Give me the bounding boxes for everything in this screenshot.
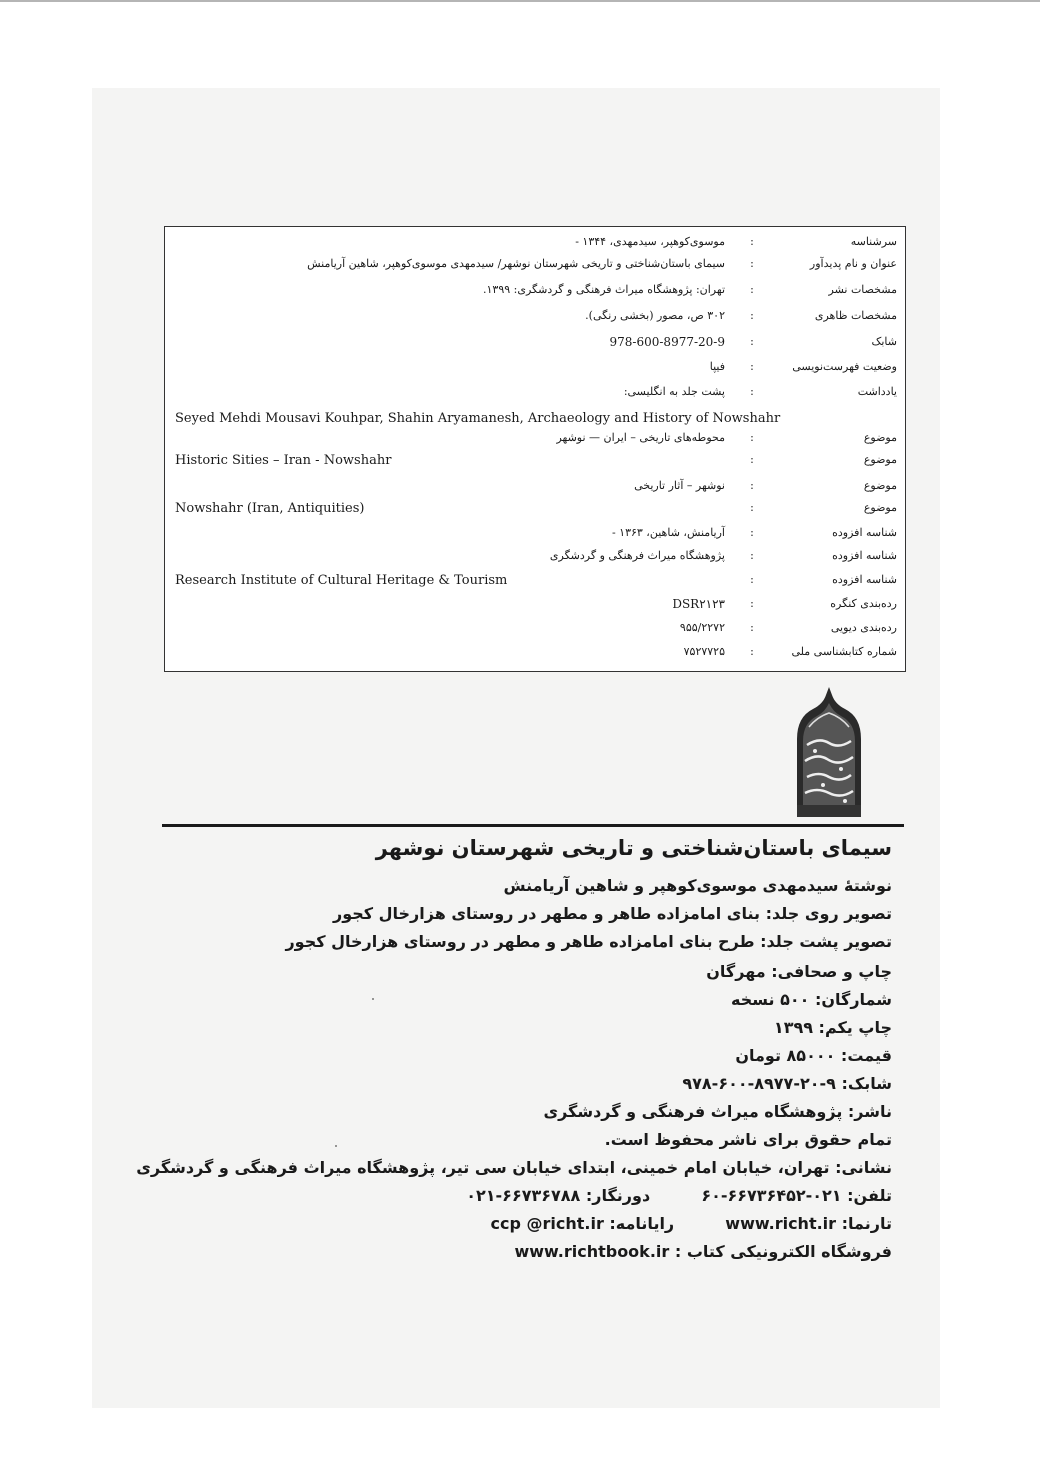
cip-value: محوطه‌های تاریخی – ایران — نوشهر [556, 431, 725, 444]
phone-number: ۶۰-۶۶۷۳۶۴۵۲-۰۲۱ [701, 1186, 842, 1205]
cip-english-text: Seyed Mehdi Mousavi Kouhpar, Shahin Aryamanesh, Archaeology and History of Nowshahr [175, 411, 781, 426]
cip-value: نوشهر – آثار تاریخی [634, 479, 725, 492]
cip-row [165, 573, 905, 595]
top-border [0, 0, 1040, 2]
shop-link[interactable]: www.richtbook.ir [514, 1242, 670, 1261]
cip-label: شماره کتابشناسی ملی [791, 645, 897, 658]
cip-colon: : [750, 501, 754, 514]
cip-label: موضوع [863, 501, 897, 514]
cip-colon: : [750, 283, 754, 296]
cip-row [165, 257, 905, 279]
contact-phone-line [466, 1186, 892, 1205]
cip-label: شناسه افزوده [832, 549, 897, 562]
cip-colon: : [750, 453, 754, 466]
cip-row [165, 479, 905, 501]
cataloging-in-publication-box [164, 226, 906, 672]
cip-label: یادداشت [857, 385, 897, 398]
cip-label: مشخصات ظاهری [814, 309, 897, 322]
cip-label: رده‌بندی کنگره [830, 597, 897, 610]
email-label: رایانامه: [609, 1214, 675, 1233]
cip-colon: : [750, 549, 754, 562]
cip-colon: : [750, 309, 754, 322]
cip-row [165, 283, 905, 305]
cip-row [165, 645, 905, 667]
cip-row [165, 385, 905, 407]
cip-label: عنوان و نام پدیدآور [809, 257, 897, 270]
email-link[interactable]: ccp @richt.ir [490, 1214, 604, 1233]
website-link[interactable]: www.richt.ir [725, 1214, 837, 1233]
cip-label: موضوع [863, 431, 897, 444]
cip-colon: : [750, 335, 754, 348]
cip-value: DSR۲۱۲۳ [672, 597, 725, 611]
publisher: ناشر: پژوهشگاه میراث فرهنگی و گردشگری [543, 1102, 892, 1121]
cip-label: وضعیت فهرست‌نویسی [792, 360, 897, 373]
cip-row [165, 549, 905, 571]
shop-label: فروشگاه الکترونیکی کتاب : [674, 1242, 892, 1261]
cip-row [165, 309, 905, 331]
cip-colon: : [750, 385, 754, 398]
printing: چاپ و صحافی: مهرگان [706, 962, 892, 981]
edition: چاپ یکم: ۱۳۹۹ [773, 1018, 892, 1037]
cip-colon: : [750, 621, 754, 634]
shop-line [514, 1242, 892, 1261]
cip-label: شابک [871, 335, 897, 348]
contact-web-line [490, 1214, 892, 1233]
separator-rule [162, 824, 904, 827]
cip-colon: : [750, 479, 754, 492]
cip-value: سیمای باستان‌شناختی و تاریخی شهرستان نوشهر/ سیدمهدی موسوی‌کوهپر، شاهین آریامنش [307, 257, 725, 270]
web-label: تارنما: [841, 1214, 892, 1233]
circulation: شمارگان: ۵۰۰ نسخه [730, 990, 892, 1009]
cip-value: ۳۰۲ ص، مصور (بخشی رنگی). [585, 309, 725, 322]
fax-label: دورنگار: [585, 1186, 651, 1205]
book-title: سیمای باستان‌شناختی و تاریخی شهرستان نوشهر [375, 836, 892, 860]
fax-number: ۰۲۱-۶۶۷۳۶۷۸۸ [466, 1186, 581, 1205]
cip-colon: : [750, 573, 754, 586]
cip-colon: : [750, 431, 754, 444]
authors: نوشتهٔ سیدمهدی موسوی‌کوهپر و شاهین آریامنش [503, 876, 892, 895]
cip-value: پشت جلد به انگلیسی: [623, 385, 725, 398]
cip-colon: : [750, 257, 754, 270]
cip-label: مشخصات نشر [828, 283, 897, 296]
cip-colon: : [750, 645, 754, 658]
phone-label: تلفن: [847, 1186, 892, 1205]
cip-english-text: Research Institute of Cultural Heritage & Tourism [175, 573, 508, 588]
cip-row [165, 431, 905, 453]
scan-speck [372, 998, 374, 1000]
rights: تمام حقوق برای ناشر محفوظ است. [604, 1130, 892, 1149]
cip-colon: : [750, 526, 754, 539]
address: نشانی: تهران، خیابان امام خمینی، ابتدای خیابان سی تیر، پژوهشگاه میراث فرهنگی و گردشگری [136, 1158, 892, 1177]
cip-row [165, 526, 905, 548]
cip-row [165, 453, 905, 475]
cip-english-text: Nowshahr (Iran, Antiquities) [175, 501, 365, 516]
cip-english-text: Historic Sities – Iran - Nowshahr [175, 453, 392, 468]
cip-label: موضوع [863, 453, 897, 466]
cip-value: 978-600-8977-20-9 [609, 335, 725, 349]
price: قیمت: ۸۵۰۰۰ تومان [735, 1046, 892, 1065]
institute-logo [793, 687, 865, 819]
cip-value: آریامنش، شاهین، ۱۳۶۳ - [611, 526, 725, 539]
cip-colon: : [750, 360, 754, 373]
cip-value: فیپا [709, 360, 725, 373]
cip-row [165, 235, 905, 257]
cip-row [165, 411, 905, 433]
cip-colon: : [750, 235, 754, 248]
cip-label: شناسه افزوده [832, 573, 897, 586]
cip-colon: : [750, 597, 754, 610]
cip-label: موضوع [863, 479, 897, 492]
cip-label: سرشناسه [850, 235, 897, 248]
cip-row [165, 360, 905, 382]
cip-label: رده‌بندی دیویی [830, 621, 897, 634]
front-cover-note: تصویر روی جلد: بنای امامزاده طاهر و مطهر در روستای هزارخال کجور [332, 904, 892, 923]
back-cover-note: تصویر پشت جلد: طرح بنای امامزاده طاهر و مطهر در روستای هزارخال کجور [285, 932, 892, 951]
isbn: شابک: ۹-۲۰-۸۹۷۷-۶۰۰-۹۷۸ [682, 1074, 892, 1093]
cip-row [165, 501, 905, 523]
cip-row [165, 621, 905, 643]
scan-speck [335, 1145, 337, 1147]
cip-value: پژوهشگاه میراث فرهنگی و گردشگری [549, 549, 725, 562]
cip-value: تهران: پژوهشگاه میراث فرهنگی و گردشگری: ۱۳۹۹. [483, 283, 725, 296]
cip-value: ۷۵۲۷۷۲۵ [683, 645, 725, 658]
cip-value: موسوی‌کوهپر، سیدمهدی، ۱۳۴۴ - [575, 235, 725, 248]
cip-row [165, 597, 905, 619]
cip-value: ۹۵۵/۲۲۷۲ [679, 621, 725, 634]
cip-label: شناسه افزوده [832, 526, 897, 539]
cip-row [165, 335, 905, 357]
